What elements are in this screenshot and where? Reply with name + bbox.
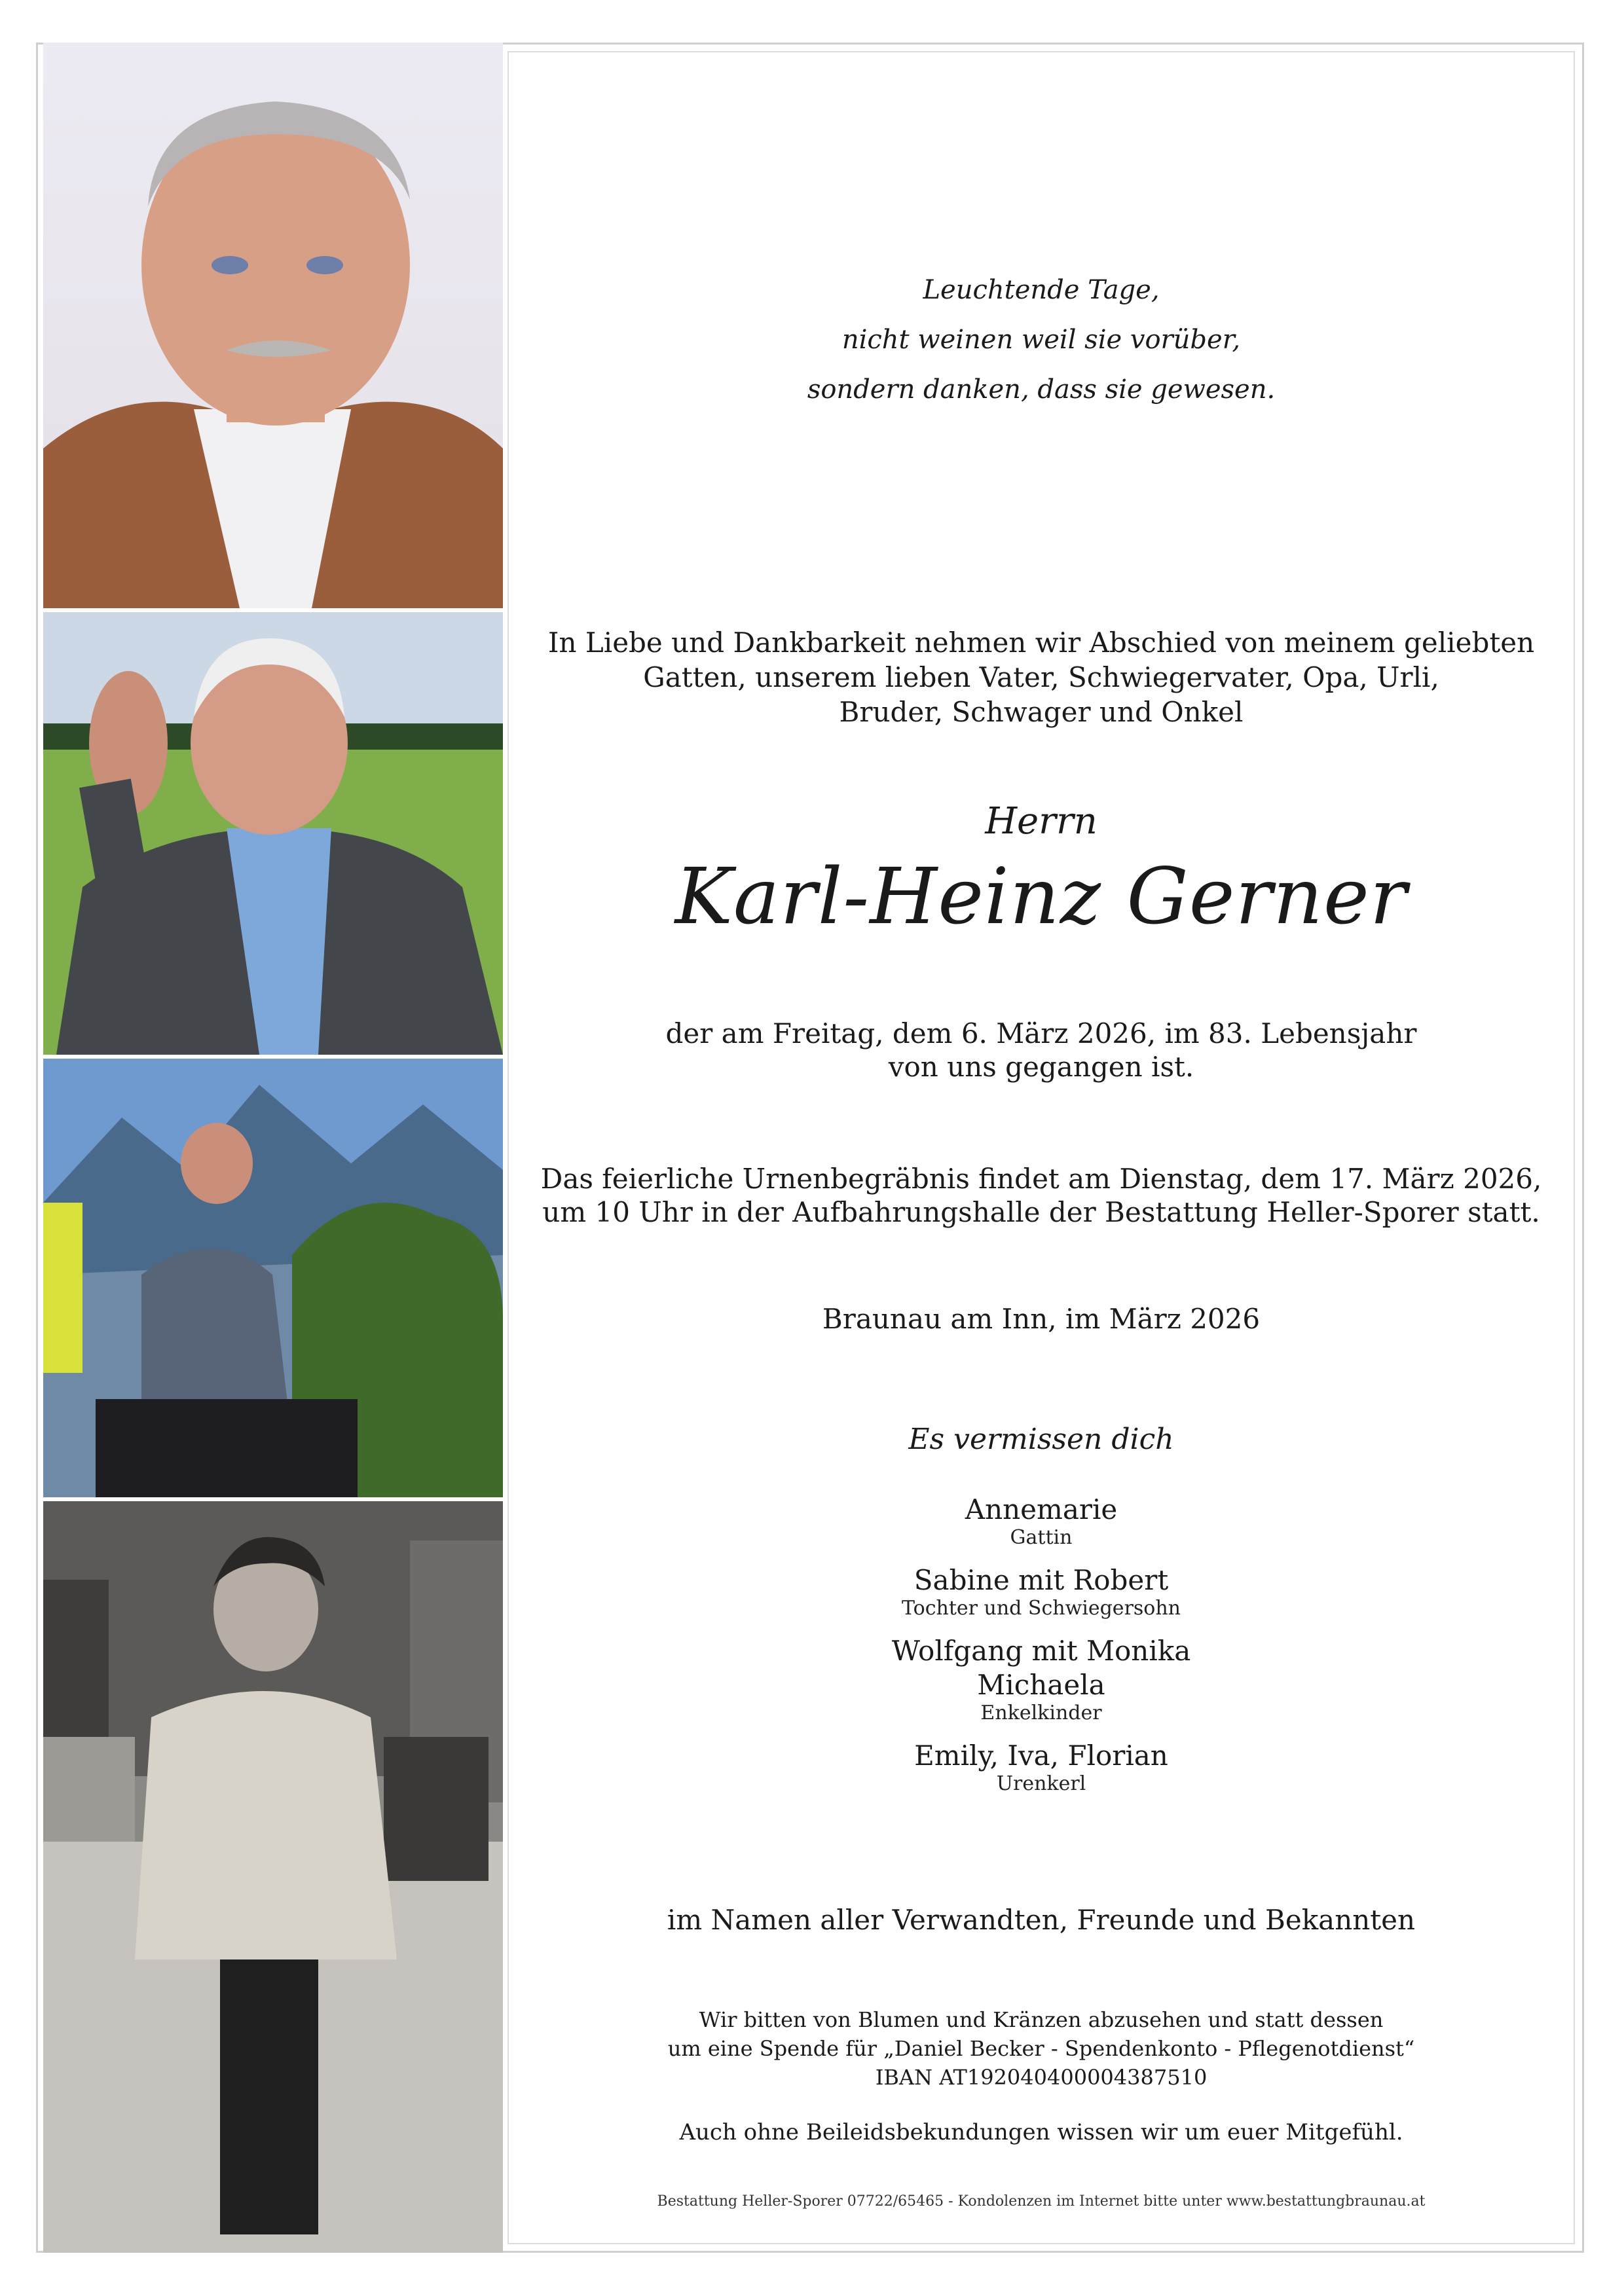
donation-line: Wir bitten von Blumen und Kränzen abzusehen und statt dessen <box>699 2007 1384 2032</box>
mourner-relation: Tochter und Schwiegersohn <box>901 1597 1181 1620</box>
missed-heading: Es vermissen dich <box>908 1423 1174 1456</box>
iban: IBAN AT192040400004387510 <box>875 2065 1208 2090</box>
memorial-quote <box>517 265 1565 414</box>
death-line: von uns gegangen ist. <box>888 1051 1194 1083</box>
mourner-name: Emily, Iva, Florian <box>914 1740 1168 1772</box>
portrait-photo <box>43 43 503 608</box>
mourner-group <box>517 1634 1565 1724</box>
salutation: Herrn <box>985 800 1098 843</box>
funeral-line: um 10 Uhr in der Aufbahrungshalle der Bestattung Heller-Sporer statt. <box>542 1196 1540 1228</box>
mourner-group <box>517 1739 1565 1795</box>
mourner-name: Wolfgang mit Monika <box>891 1635 1191 1667</box>
death-line: der am Freitag, dem 6. März 2026, im 83. Lebensjahr <box>665 1017 1417 1049</box>
mourner-group <box>517 1493 1565 1549</box>
intro-line: In Liebe und Dankbarkeit nehmen wir Abschied von meinem geliebten <box>547 627 1535 659</box>
waving-photo <box>43 612 503 1055</box>
quote-line: nicht weinen weil sie vorüber, <box>841 325 1241 355</box>
photo-column <box>43 43 503 2253</box>
quote-line: sondern danken, dass sie gewesen. <box>807 374 1276 405</box>
deceased-name: Karl-Heinz Gerner <box>674 851 1408 941</box>
mourner-relation: Urenkerl <box>996 1772 1086 1795</box>
death-notice <box>517 1017 1565 1084</box>
intro-line: Bruder, Schwager und Onkel <box>839 696 1244 728</box>
donation-line: um eine Spende für „Daniel Becker - Spendenkonto - Pflegenotdienst“ <box>667 2036 1415 2061</box>
closing-line: im Namen aller Verwandten, Freunde und Bekannten <box>667 1904 1416 1936</box>
mourner-group <box>517 1563 1565 1620</box>
funeral-line: Das feierliche Urnenbegräbnis findet am Dienstag, dem 17. März 2026, <box>540 1163 1542 1195</box>
mourner-relation: Enkelkinder <box>980 1702 1102 1724</box>
intro-line: Gatten, unserem lieben Vater, Schwiegervater, Opa, Urli, <box>643 661 1439 693</box>
mourner-relation: Gattin <box>1010 1526 1073 1549</box>
mourner-name: Michaela <box>977 1669 1105 1701</box>
footer-contact: Bestattung Heller-Sporer 07722/65465 - Kondolenzen im Internet bitte unter www.bestattungbraunau.at <box>657 2193 1426 2210</box>
mourners-list <box>517 1493 1565 1810</box>
quote-line: Leuchtende Tage, <box>923 275 1160 305</box>
mourner-name: Sabine mit Robert <box>913 1564 1169 1596</box>
donation-request <box>517 2005 1565 2092</box>
mountain-photo <box>43 1059 503 1497</box>
farewell-intro <box>517 625 1565 729</box>
young-man-photo <box>43 1501 503 2253</box>
mourner-name: Annemarie <box>965 1493 1118 1525</box>
place-date: Braunau am Inn, im März 2026 <box>822 1303 1261 1335</box>
funeral-info <box>517 1162 1565 1229</box>
sympathy-note: Auch ohne Beileidsbekundungen wissen wir um euer Mitgefühl. <box>679 2119 1403 2145</box>
